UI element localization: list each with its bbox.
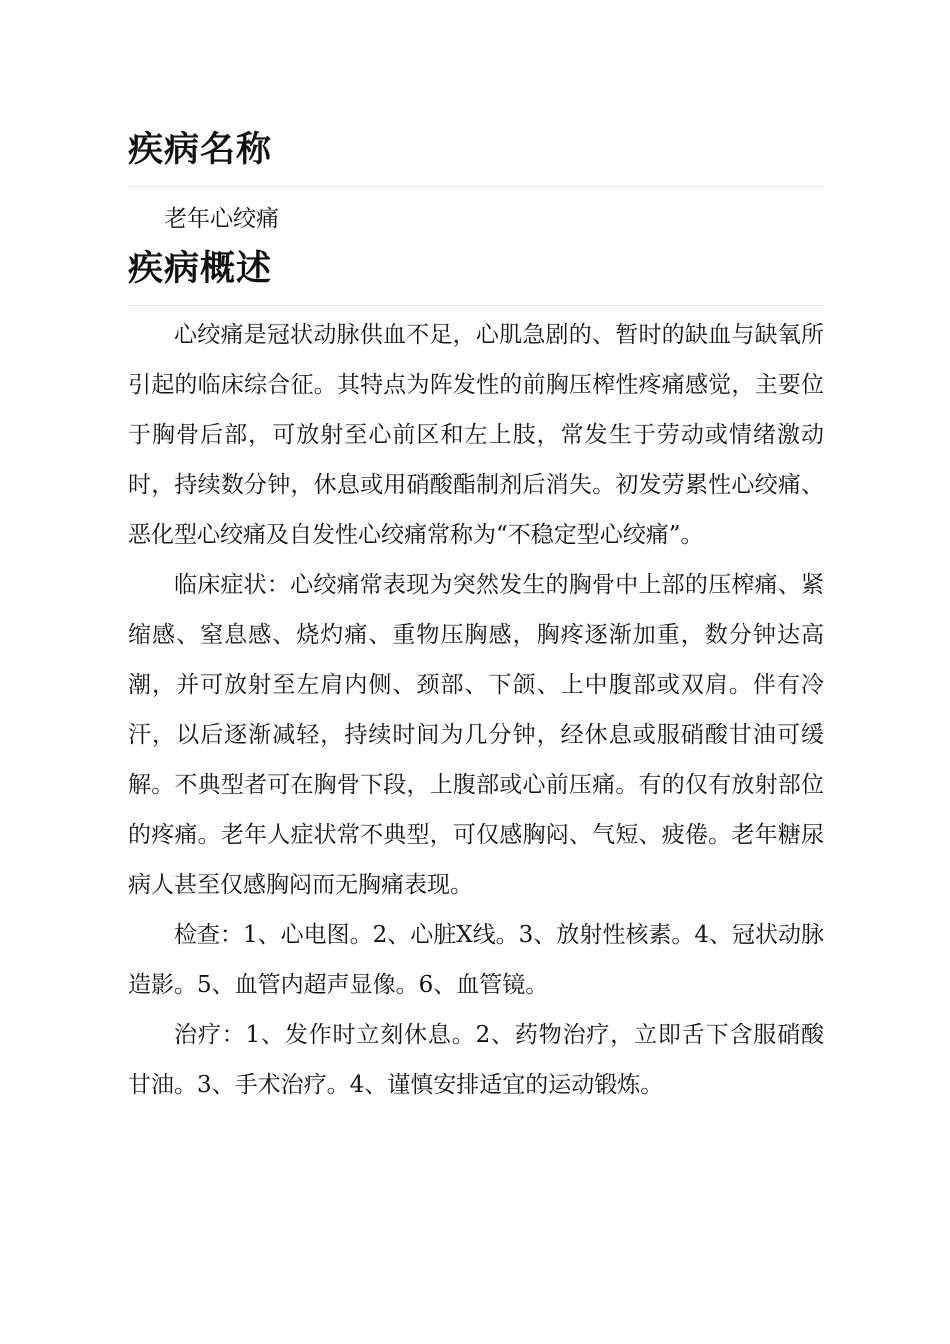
disease-overview-heading: 疾病概述	[128, 249, 273, 289]
treatment-paragraph: 治疗：1、发作时立刻休息。2、药物治疗，立即舌下含服硝酸甘油。3、手术治疗。4、谨慎安排适宜的运动锻炼。	[128, 1022, 824, 1098]
document-content	[128, 122, 824, 1110]
overview-paragraph: 心绞痛是冠状动脉供血不足，心肌急剧的、暂时的缺血与缺氧所引起的临床综合征。其特点为阵发性的前胸压榨性疼痛感觉，主要位于胸骨后部，可放射至心前区和左上肢，常发生于劳动或情绪激动时，持续数分钟，休息或用硝酸酯制剂后消失。初发劳累性心绞痛、恶化型心绞痛及自发性心绞痛常称为“不稳定型心绞痛”。	[128, 322, 824, 548]
disease-name-value: 老年心绞痛	[164, 206, 279, 232]
disease-name-heading: 疾病名称	[128, 130, 273, 170]
symptoms-paragraph: 临床症状：心绞痛常表现为突然发生的胸骨中上部的压榨痛、紧缩感、窒息感、烧灼痛、重物压胸感，胸疼逐渐加重，数分钟达高潮，并可放射至左肩内侧、颈部、下颌、上中腹部或双肩。伴有冷汗，以后逐渐减轻，持续时间为几分钟，经休息或服硝酸甘油可缓解。不典型者可在胸骨下段，上腹部或心前压痛。有的仅有放射部位的疼痛。老年人症状常不典型，可仅感胸闷、气短、疲倦。老年糖尿病人甚至仅感胸闷而无胸痛表现。	[128, 572, 824, 898]
heading-divider	[128, 305, 824, 306]
heading-divider	[128, 186, 824, 187]
examination-paragraph: 检查：1、心电图。2、心脏X线。3、放射性核素。4、冠状动脉造影。5、血管内超声显像。6、血管镜。	[128, 922, 824, 998]
